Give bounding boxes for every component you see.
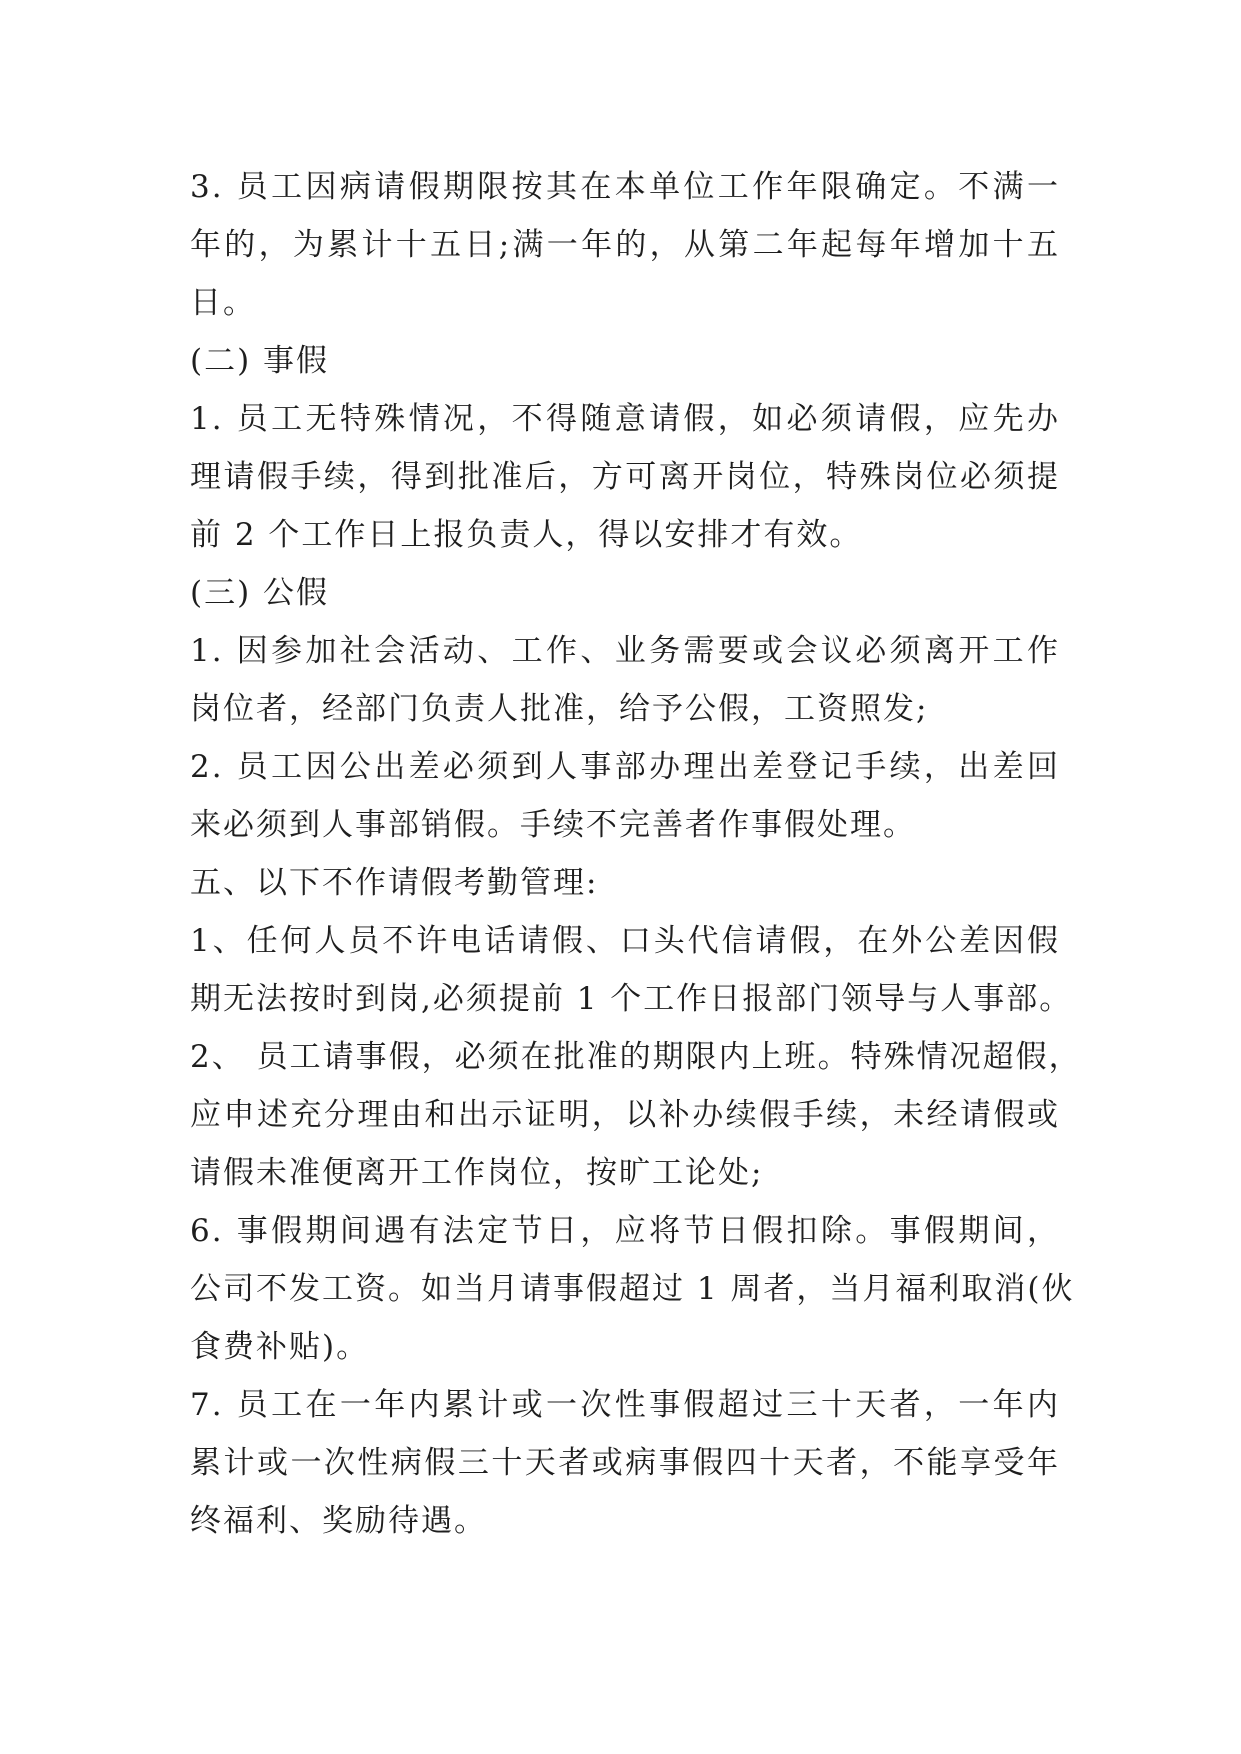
text-line: 2、 员工请事假，必须在批准的期限内上班。特殊情况超假， [190,1039,1082,1075]
text-line: 年的，为累计十五日;满一年的，从第二年起每年增加十五 [190,227,1060,263]
document-body [190,158,1082,1550]
text-line: 岗位者，经部门负责人批准，给予公假，工资照发; [190,691,929,727]
text-line: 1. 员工无特殊情况，不得随意请假，如必须请假，应先办 [190,401,1060,437]
text-line: 公司不发工资。如当月请事假超过 1 周者，当月福利取消(伙 [190,1271,1075,1307]
text-line: 理请假手续，得到批准后，方可离开岗位，特殊岗位必须提 [190,459,1060,495]
text-line: 6. 事假期间遇有法定节日，应将节日假扣除。事假期间， [190,1213,1060,1249]
text-line: 期无法按时到岗,必须提前 1 个工作日报部门领导与人事部。 [190,981,1073,1017]
text-line: 前 2 个工作日上报负责人，得以安排才有效。 [190,517,863,553]
text-line: 日。 [190,285,256,321]
text-line: 终福利、奖励待遇。 [190,1503,487,1539]
section-heading: (三) 公假 [190,575,330,611]
text-line: 来必须到人事部销假。手续不完善者作事假处理。 [190,807,916,843]
section-heading: 五、以下不作请假考勤管理: [190,865,599,901]
text-line: 累计或一次性病假三十天者或病事假四十天者，不能享受年 [190,1445,1060,1481]
section-heading: (二) 事假 [190,343,330,379]
text-line: 3. 员工因病请假期限按其在本单位工作年限确定。不满一 [190,169,1060,205]
text-line: 1. 因参加社会活动、工作、业务需要或会议必须离开工作 [190,633,1060,669]
text-line: 食费补贴)。 [190,1329,370,1365]
text-line: 应申述充分理由和出示证明，以补办续假手续，未经请假或 [190,1097,1060,1133]
text-line: 1、任何人员不许电话请假、口头代信请假，在外公差因假 [190,923,1060,959]
text-line: 7. 员工在一年内累计或一次性事假超过三十天者，一年内 [190,1387,1060,1423]
text-line: 2. 员工因公出差必须到人事部办理出差登记手续，出差回 [190,749,1060,785]
text-line: 请假未准便离开工作岗位，按旷工论处; [190,1155,764,1191]
